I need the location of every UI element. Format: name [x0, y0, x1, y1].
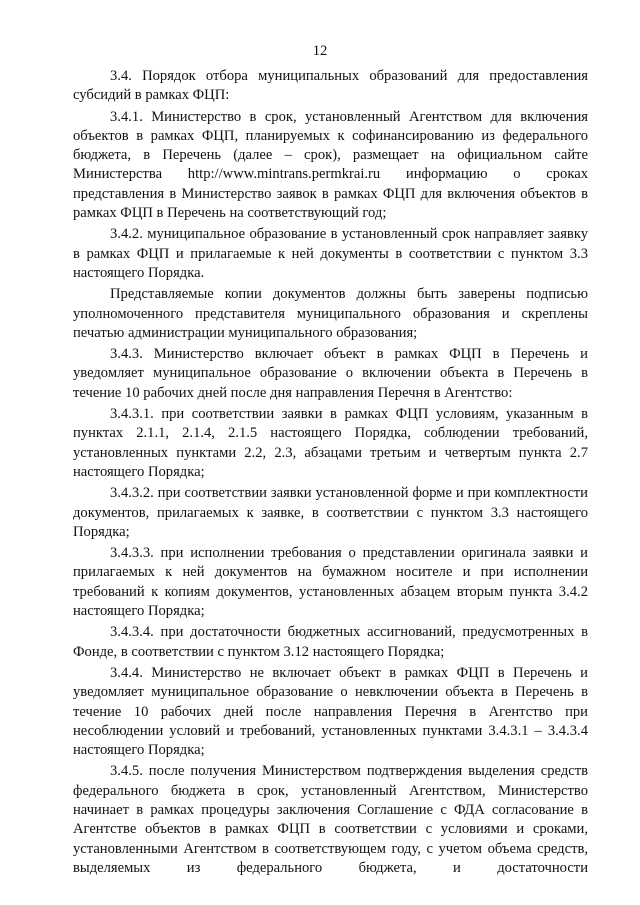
paragraph-3-4-4: 3.4.4. Министерство не включает объект в рамках ФЦП в Перечень и уведомляет муниципальное образование о невключении объекта в Перечень в течение 10 рабочих дней после направления Перечня в Агентство при несоблюдении условий и требований, установленных пунктами 3.4.3.1 – 3.4.3.4 настоящего Порядка;	[73, 664, 588, 759]
paragraph-3-4-3-3: 3.4.3.3. при исполнении требования о представлении оригинала заявки и прилагаемых к ней документов на бумажном носителе и при исполнении требований к копиям документов, установленных абзацем вторым пункта 3.4.2 настоящего Порядка;	[73, 545, 588, 620]
document-body	[73, 67, 588, 880]
paragraph-copies-certification: Представляемые копии документов должны быть заверены подписью уполномоченного представителя муниципального образования и скреплены печатью администрации муниципального образования;	[73, 286, 588, 341]
paragraph-3-4-5: 3.4.5. после получения Министерством подтверждения выделения средств федерального бюджета в срок, установленный Агентством, Министерство начинает в рамках процедуры заключения Соглашение с ФДА согласование в Агентстве объектов в рамках ФЦП в соответствии с условиями и сроками, установленными Агентством в соответствующем году, с учетом объема средств, выделяемых из федерального бюджета, и достаточности	[73, 763, 588, 876]
paragraph-3-4-2: 3.4.2. муниципальное образование в установленный срок направляет заявку в рамках ФЦП и прилагаемые к ней документы в соответствии с пунктом 3.3 настоящего Порядка.	[73, 226, 588, 281]
paragraph-3-4-3: 3.4.3. Министерство включает объект в рамках ФЦП в Перечень и уведомляет муниципальное образование о включении объекта в Перечень в течение 10 рабочих дней после дня направления Перечня в Агентство:	[73, 346, 588, 401]
page-number: 12	[312, 43, 328, 59]
paragraph-3-4-1: 3.4.1. Министерство в срок, установленный Агентством для включения объектов в рамках ФЦП, планируемых к софинансированию из федерального бюджета, в Перечень (далее – срок), размещает на официальном сайте Министерства http://www.mintrans.permkrai.ru информацию о сроках представления в Министерство заявок в рамках ФЦП для включения объектов в рамках ФЦП в Перечень на соответствующий год;	[73, 108, 588, 222]
paragraph-3-4: 3.4. Порядок отбора муниципальных образований для предоставления субсидий в рамках ФЦП:	[73, 68, 588, 104]
paragraph-3-4-3-1: 3.4.3.1. при соответствии заявки в рамках ФЦП условиям, указанным в пунктах 2.1.1, 2.1.4, 2.1.5 настоящего Порядка, соблюдении требований, установленных пунктами 2.2, 2.3, абзацами третьим и четвертым пункта 2.7 настоящего Порядка;	[73, 406, 588, 480]
paragraph-3-4-3-4: 3.4.3.4. при достаточности бюджетных ассигнований, предусмотренных в Фонде, в соответствии с пунктом 3.12 настоящего Порядка;	[73, 624, 588, 660]
paragraph-3-4-3-2: 3.4.3.2. при соответствии заявки установленной форме и при комплектности документов, прилагаемых к заявке, в соответствии с пунктом 3.3 настоящего Порядка;	[73, 485, 588, 540]
